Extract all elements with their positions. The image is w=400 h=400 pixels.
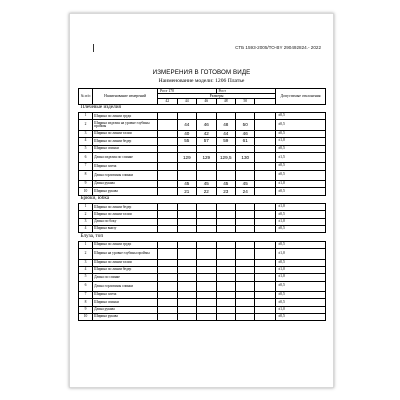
size-value: 130 [236,152,255,163]
table-row [79,152,326,163]
size-value [177,274,196,281]
measurement-name: Ширина по линии бедер [93,204,158,211]
size-value [236,299,255,306]
size-value-extra [255,249,276,260]
tolerance-value: ±1,0 [276,181,326,188]
size-value [197,259,216,266]
size-value [197,241,216,248]
measurement-name: Длина по спинке [93,274,158,281]
measurement-name: Длина по боку [93,218,158,225]
tolerance-value: ±1,5 [276,152,326,163]
tolerance-value: ±1,0 [276,204,326,211]
size-value-extra [255,241,276,248]
tolerance-value: ±1,0 [276,138,326,145]
size-value [158,130,177,137]
size-value [177,170,196,181]
size-value: 59 [216,138,235,145]
size-value: 46 [197,120,216,131]
measurement-name: Длина рукава [93,181,158,188]
size-value [216,292,235,299]
tolerance-value: ±0,5 [276,188,326,195]
size-header: 50 [236,99,255,104]
measurement-name: Ширина рукава [93,313,158,320]
table-row [79,204,326,211]
row-number: 7 [79,163,93,170]
row-number: 9 [79,306,93,313]
size-value [177,292,196,299]
size-value-extra [255,181,276,188]
tolerance-value: ±0,5 [276,145,326,152]
row-number: 1 [79,113,93,120]
section-row [79,195,326,204]
tolerance-value: ±1,0 [276,274,326,281]
table-row [79,170,326,181]
size-value [177,306,196,313]
size-value-extra [255,313,276,320]
size-value-extra [255,170,276,181]
measurements-table [78,88,326,321]
size-value [158,266,177,273]
size-value [158,226,177,233]
row-number: 4 [79,226,93,233]
size-value [216,211,235,218]
tolerance-value: ±1,0 [276,249,326,260]
row-number: 2 [79,249,93,260]
size-value [197,145,216,152]
size-value: 45 [236,181,255,188]
row-number: 8 [79,299,93,306]
section-row [79,104,326,113]
tolerance-value: ±1,0 [276,266,326,273]
measurement-name: Длина изделия по спинке [93,152,158,163]
row-number: 4 [79,266,93,273]
table-row [79,292,326,299]
size-value [236,266,255,273]
table-row [79,306,326,313]
table-row [79,211,326,218]
size-value [177,113,196,120]
size-value-extra [255,188,276,195]
size-value-extra [255,218,276,225]
measurement-name: Ширина рукава [93,188,158,195]
size-value [216,281,235,292]
measurement-name: Ширина по линии груди [93,241,158,248]
size-value [197,249,216,260]
size-value [197,211,216,218]
size-value-extra [255,113,276,120]
size-value [216,266,235,273]
size-value [158,188,177,195]
size-value [158,181,177,188]
table-row [79,188,326,195]
size-value [197,204,216,211]
size-header: 42 [158,99,177,104]
size-value [197,226,216,233]
header-name: Наименование измерений [93,89,158,105]
measurement-name: Ширина спинки [93,145,158,152]
size-value [177,259,196,266]
size-value-extra [255,163,276,170]
size-value [158,259,177,266]
row-number: 2 [79,120,93,131]
size-value [216,163,235,170]
size-value-extra [255,306,276,313]
size-value [197,313,216,320]
size-value [177,281,196,292]
size-value-extra [255,211,276,218]
row-number: 9 [79,181,93,188]
measurement-name: Ширина внизу [93,226,158,233]
document-page [69,13,334,388]
size-value [177,211,196,218]
size-value: 22 [197,188,216,195]
tolerance-value: ±0,5 [276,299,326,306]
row-number: 3 [79,259,93,266]
size-value [158,274,177,281]
size-value [158,163,177,170]
measurement-name: Ширина плеча [93,292,158,299]
table-row [79,181,326,188]
tolerance-value: ±0,5 [276,259,326,266]
section-row [79,233,326,242]
size-value [216,274,235,281]
size-value: 55 [177,138,196,145]
size-value-extra [255,266,276,273]
measurement-name: Ширина по линии талии [93,259,158,266]
measurement-name: Ширина по линии бедер [93,138,158,145]
size-value [177,226,196,233]
header-tolerance: Допустимые отклонения [276,89,326,105]
size-header: 48 [216,99,235,104]
size-value [236,292,255,299]
header-sizes: Размеры [158,94,276,99]
size-value: 50 [236,120,255,131]
tolerance-value: ±0,5 [276,211,326,218]
document-title: ИЗМЕРЕНИЯ В ГОТОВОМ ВИДЕ [152,69,251,76]
tolerance-value: ±0,5 [276,292,326,299]
tolerance-value: ±0,5 [276,113,326,120]
tolerance-value: ±0,5 [276,281,326,292]
size-value [216,313,235,320]
table-row [79,226,326,233]
size-value-extra [255,138,276,145]
size-value [236,226,255,233]
size-value [236,313,255,320]
tolerance-value: ±0,5 [276,130,326,137]
table-row [79,241,326,248]
size-value: 129 [177,152,196,163]
row-number: 10 [79,313,93,320]
table-row [79,274,326,281]
measurement-name: Ширина изделия на уровне глубины проймы [93,120,158,131]
row-number: 5 [79,274,93,281]
tolerance-value: ±1,0 [276,218,326,225]
table-row [79,281,326,292]
size-value [158,313,177,320]
size-value [216,226,235,233]
size-value: 61 [236,138,255,145]
size-value [197,266,216,273]
section-title: Плечевые изделия [79,104,326,113]
table-row [79,218,326,225]
size-value [236,241,255,248]
tolerance-value: ±0,5 [276,170,326,181]
row-number: 2 [79,211,93,218]
measurement-name: Длина горловины спинки [93,170,158,181]
size-value [158,218,177,225]
size-value [216,306,235,313]
size-value [177,163,196,170]
measurement-name: Ширина спинки [93,299,158,306]
size-value [197,170,216,181]
size-value [197,218,216,225]
size-value [197,292,216,299]
text-cursor [93,44,94,52]
table-row [79,145,326,152]
size-value [177,204,196,211]
size-value: 48 [216,120,235,131]
size-value-extra [255,120,276,131]
size-value [158,204,177,211]
row-number: 3 [79,130,93,137]
measurement-name: Ширина по линии талии [93,130,158,137]
size-value [158,152,177,163]
size-value-extra [255,130,276,137]
size-header: 44 [177,99,196,104]
header-rost-170: Рост 170 [158,89,216,94]
size-value [158,145,177,152]
size-value: 129 [197,152,216,163]
size-value [177,241,196,248]
row-number: 4 [79,138,93,145]
measurement-name: Ширина по линии бедер [93,266,158,273]
tolerance-value: ±1,0 [276,306,326,313]
section-title: Брюки, юбка [79,195,326,204]
row-number: 5 [79,145,93,152]
size-value [158,170,177,181]
size-value [197,274,216,281]
size-value [236,218,255,225]
size-value-extra [255,226,276,233]
size-value [236,211,255,218]
table-row [79,113,326,120]
measurement-name: Длина горловины спинки [93,281,158,292]
size-value [236,145,255,152]
size-value [197,299,216,306]
size-value [197,306,216,313]
size-value [236,113,255,120]
size-value-extra [255,259,276,266]
size-value [216,145,235,152]
size-value [158,138,177,145]
measurement-name: Ширина по линии груди [93,113,158,120]
row-number: 6 [79,152,93,163]
size-value [236,204,255,211]
size-value: 21 [177,188,196,195]
size-value [158,113,177,120]
size-value [158,211,177,218]
size-value [197,113,216,120]
size-value: 40 [177,130,196,137]
size-value [177,249,196,260]
size-header: 46 [197,99,216,104]
size-value [216,241,235,248]
table-row [79,138,326,145]
size-value [216,204,235,211]
measurement-name: Ширина по линии талии [93,211,158,218]
size-value [236,163,255,170]
size-value: 46 [236,130,255,137]
table-row [79,163,326,170]
row-number: 1 [79,204,93,211]
size-value-extra [255,204,276,211]
table-row [79,259,326,266]
size-value: 45 [197,181,216,188]
row-number: 6 [79,281,93,292]
row-number: 7 [79,292,93,299]
size-value: 45 [216,181,235,188]
header-rost: Рост [216,89,276,94]
size-value [236,249,255,260]
section-title: Блуза, топ [79,233,326,242]
size-value: 44 [216,130,235,137]
size-value-extra [255,292,276,299]
size-value: 45 [177,181,196,188]
size-value [236,170,255,181]
table-row [79,266,326,273]
table-row [79,120,326,131]
tolerance-value: ±0,5 [276,120,326,131]
tolerance-value: ±0,5 [276,313,326,320]
size-value-extra [255,152,276,163]
size-value: 24 [236,188,255,195]
size-value: 42 [197,130,216,137]
size-value: 44 [177,120,196,131]
size-value [158,306,177,313]
size-value [236,274,255,281]
size-value [158,120,177,131]
header-number: № п/п [79,89,93,105]
size-value [216,170,235,181]
size-value-extra [255,274,276,281]
measurement-name: Ширина на уровне глубины проймы [93,249,158,260]
size-value [216,259,235,266]
size-value [236,281,255,292]
size-value [177,266,196,273]
size-value [177,299,196,306]
row-number: 3 [79,218,93,225]
size-value-extra [255,299,276,306]
standard-reference: СТБ 1593-2005/ТО-BY 290492824.- 2022 [235,45,321,50]
size-value [216,218,235,225]
size-value [177,218,196,225]
size-value [158,281,177,292]
measurement-name: Ширина плеча [93,163,158,170]
size-value [236,306,255,313]
size-value-extra [255,281,276,292]
row-number: 8 [79,170,93,181]
size-value [216,299,235,306]
size-value: 23 [216,188,235,195]
size-value [158,292,177,299]
measurement-name: Длина рукава [93,306,158,313]
row-number: 10 [79,188,93,195]
tolerance-value: ±0,5 [276,241,326,248]
size-value: 57 [197,138,216,145]
table-row [79,130,326,137]
size-value [197,281,216,292]
size-value [158,241,177,248]
size-value [197,163,216,170]
table-row [79,249,326,260]
model-name: Наименование модели: 1206 Платье [158,78,245,84]
row-number: 1 [79,241,93,248]
tolerance-value: ±0,5 [276,226,326,233]
size-value: 129,5 [216,152,235,163]
size-value [158,249,177,260]
size-value [158,299,177,306]
size-value [216,113,235,120]
size-value [236,259,255,266]
tolerance-value: ±0,5 [276,163,326,170]
size-value [177,313,196,320]
table-row [79,313,326,320]
size-value [216,249,235,260]
size-value [177,145,196,152]
size-value-extra [255,145,276,152]
table-row [79,299,326,306]
